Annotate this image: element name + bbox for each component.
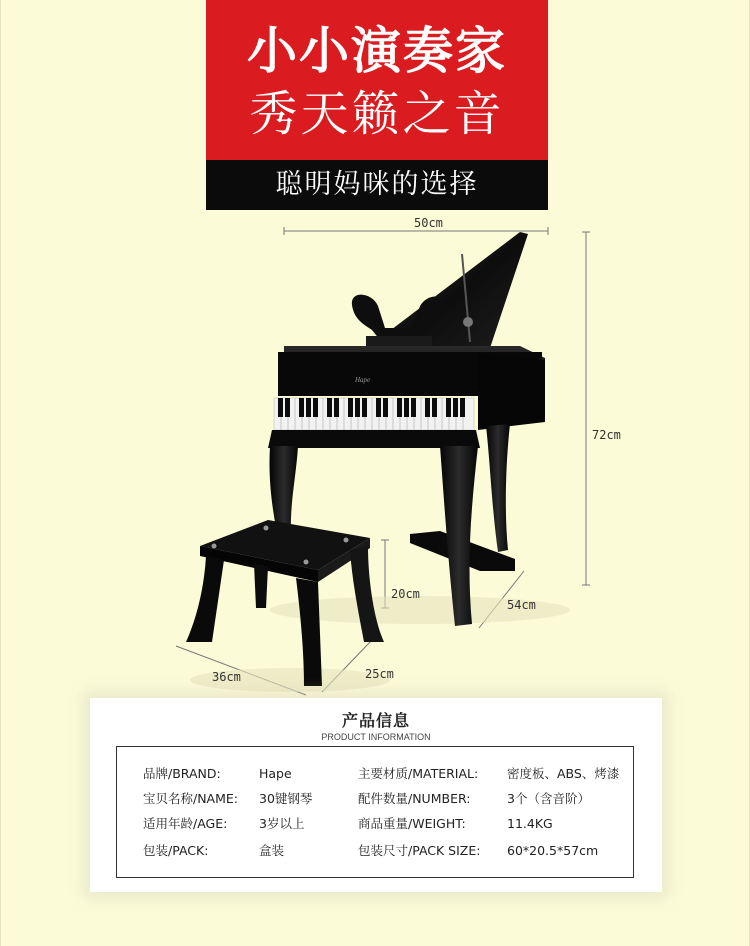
piano-and-stool-image	[0, 210, 750, 700]
spec-row	[117, 813, 635, 835]
piano-brand-logo: Hape	[355, 376, 371, 384]
spec-label: 宝贝名称/NAME:	[143, 791, 239, 806]
tagline-bar: 聪明妈咪的选择	[206, 160, 548, 210]
dimension-piano-depth: 54cm	[507, 598, 536, 612]
product-info-card	[90, 698, 662, 892]
spec-label: 商品重量/WEIGHT:	[358, 816, 466, 831]
spec-label: 包装/PACK:	[143, 843, 209, 858]
spec-row	[117, 840, 635, 862]
info-title: 产品信息	[341, 711, 410, 730]
dimension-stool-depth: 25cm	[365, 667, 394, 681]
spec-value: 3岁以上	[259, 816, 305, 831]
headline-line-2: 秀天籁之音	[249, 86, 505, 142]
dimension-lines	[176, 227, 590, 695]
spec-label: 主要材质/MATERIAL:	[358, 766, 479, 781]
spec-value: Hape	[259, 766, 292, 781]
spec-value: 盒装	[259, 843, 285, 858]
spec-value: 密度板、ABS、烤漆	[507, 766, 620, 781]
spec-value: 11.4KG	[507, 816, 553, 831]
spec-label: 品牌/BRAND:	[143, 766, 221, 781]
dimension-stool-height: 20cm	[391, 587, 420, 601]
dimension-piano-width: 50cm	[414, 216, 443, 230]
spec-row	[117, 763, 635, 785]
product-illustration	[0, 210, 750, 700]
spec-value: 30键钢琴	[259, 791, 313, 806]
spec-label: 适用年龄/AGE:	[143, 816, 228, 831]
spec-value: 60*20.5*57cm	[507, 843, 599, 858]
dimension-stool-width: 36cm	[212, 670, 241, 684]
spec-table	[116, 746, 634, 878]
spec-label: 包装尺寸/PACK SIZE:	[358, 843, 481, 858]
spec-label: 配件数量/NUMBER:	[358, 791, 471, 806]
headline-banner	[206, 0, 548, 160]
info-subtitle: PRODUCT INFORMATION	[321, 732, 431, 742]
spec-value: 3个（含音阶）	[507, 791, 590, 806]
dimension-piano-height: 72cm	[592, 428, 621, 442]
headline-line-1: 小小演奏家	[247, 22, 507, 80]
spec-row	[117, 788, 635, 810]
